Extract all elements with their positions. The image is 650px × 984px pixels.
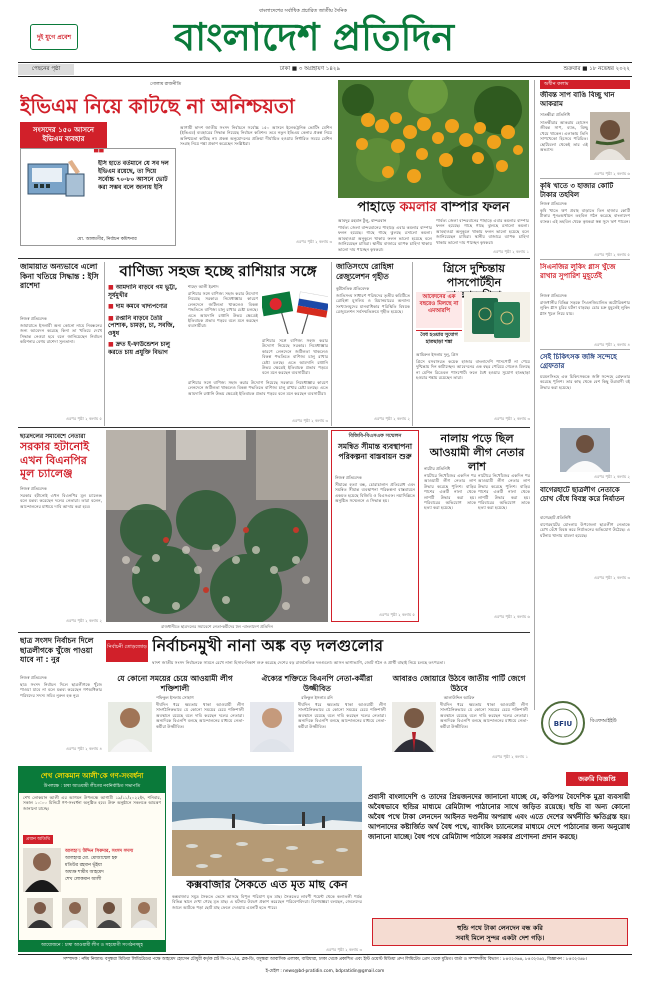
date-line: ঢাকা ■ ৩ অগ্রহায়ণ ১৪২৯ [279, 66, 341, 72]
bagerhat-byline: বাগেরহাট প্রতিনিধি [540, 515, 571, 520]
awami-body-2: নাটোরে নিখোঁজের একদিন পর আওয়ামী লীগ নেতার লাশ উদ্ধার করেছে পুলিশ। বাড়ির পাশের একটি নালা থেকে লাশটি উদ্ধার করা হয়। পরিবারের অভিযোগ তাকে হত্যা করা হয়েছে। [478, 473, 530, 511]
bnp-kicker: ছাত্রদলের সমাবেশে নেতারা [20, 433, 86, 440]
lead-subbox-text: সংসদের ১৫০ আসনে ইভিএম ব্যবহার [33, 126, 94, 143]
flags-image [262, 288, 328, 334]
lead-quote-author: মো. আলমগীর, নির্বাচন কমিশনার [77, 237, 137, 242]
election-headline: নির্বাচনমুখী নানা অঙ্ক বড় দলগুলোর [152, 636, 383, 655]
election-label-text: নির্বাচনী তোড়জোড় [107, 644, 147, 650]
lead-continued: এরপর পৃষ্ঠা ২ কলাম ৩ [295, 239, 332, 244]
election-sub2-title: ঐক্যের শক্তিতে বিএনপি নেতা-কর্মীরা উজ্জীবিত [261, 674, 373, 693]
greece-left-rule [412, 262, 413, 426]
lead-body: আগামী দ্বাদশ জাতীয় সংসদ নির্বাচনে সর্বোচ্চ ১৫০ আসনে ইলেকট্রনিক ভোটিং মেশিন (ইভিএম) ব্যবহারের সিদ্ধান্ত নিয়েছে নির্বাচন কমিশন। তবে নতুন ইভিএম কেনার প্রকল্প নিয়ে অনিশ্চয়তা কাটছে না। প্রকল্প অনুমোদনের প্রক্রিয়া দীর্ঘায়িত হওয়ায় নির্ধারিত সময়ে মেশিন সংগ্রহ নিয়ে শঙ্কা প্রকাশ করেছেন সংশ্লিষ্টরা। [180, 125, 332, 147]
ad-footer: আয়োজনে : চাষা আওয়ামী লীগ ও সহযোগী সংগঠনসমূহ [19, 940, 165, 951]
quote-mark: ❝ [92, 142, 105, 167]
russia-bullets [108, 284, 184, 356]
snake-eater-continued: এরপর পৃষ্ঠা ২ কলাম ৬ [593, 171, 630, 176]
ad-subtitle: উপলক্ষে : চাষা আওয়ামী লীগের নবনির্বাচিত সভাপতি [43, 784, 141, 789]
row3-rule [18, 427, 530, 428]
election-sub3-byline: আলাউদ্দিন আরিফ [443, 695, 475, 700]
election-intro: দ্বাদশ জাতীয় সংসদ নির্বাচনকে সামনে রেখে নানা হিসাব-নিকাশ শুরু করেছে দেশের বড় রাজনৈতিক দলগুলো। আসন ভাগাভাগি, জোট গঠন ও প্রার্থী বাছাই নিয়ে চলছে তৎপরতা। [152, 660, 445, 665]
jamaat-continued: এরপর পৃষ্ঠা ২ কলাম ৫ [65, 416, 102, 421]
election-sub2 [248, 674, 386, 702]
election-sub1-title: যে কোনো সময়ের চেয়ে আওয়ামী লীগ শক্তিশালী [117, 674, 233, 693]
orange-headline-post: বাম্পার ফলন [436, 200, 510, 215]
russia-left-rule [104, 262, 105, 426]
lead-quote-box [20, 148, 176, 246]
notice-footer [372, 918, 628, 946]
fish-body: কক্সবাজার সমুদ্র সৈকতে ভেসে আসছে বিপুল পরিমাণ মৃত মাছ। সৈকতের লাবণী পয়েন্ট থেকে কলাতলী পর্যন্ত বিভিন্ন স্থানে দেখা গেছে মৃত মাছ। এ ঘটনায় উদ্বেগ প্রকাশ করেছেন পরিবেশবিদরা। বিশেষজ্ঞরা বলছেন, জেলেদের জালে আটকে পড়া ছোট মাছ ফেলে দেওয়ায় এমনটি হতে পারে। [172, 894, 362, 910]
bgb-byline: নিজস্ব প্রতিবেদক [335, 475, 362, 480]
ad-header [19, 767, 165, 793]
bnp-byline: নিজস্ব প্রতিবেদক [20, 486, 47, 491]
right-column-tag-text: অধীন কলাম [544, 81, 569, 87]
russia-bullet-2-text: দাম কমবে খাদ্যপণ্যের [115, 303, 168, 310]
ad-guests-label: প্রধান অতিথি [23, 835, 53, 844]
election-sub1 [106, 674, 244, 702]
notice-footer-text: হুন্ডি পথে টাকা লেনদেন বন্ধ করি সবাই মিলে সুন্দর একটা দেশ গড়ি। [455, 924, 545, 942]
election-sub3 [390, 674, 528, 702]
doctor-continued: এরপর পৃষ্ঠা ২ কলাম ২ [593, 474, 630, 479]
ad-guest-3: মতিউর রহমান ভূঁইয়া [65, 863, 102, 868]
election-sub3-title: আবারও জোয়ারে উঠবে জাতীয় পার্টি জেগে উঠবে [392, 674, 526, 693]
orange-headline [338, 200, 529, 216]
russia-bullet-4-text: দ্রুত ই-ফাউন্ডেশন চালু করতে চায় প্রযুক্তি বিভাগ [108, 341, 170, 356]
bfiu-seal [540, 700, 586, 746]
jamaat-byline: নিজস্ব প্রতিবেদক [20, 316, 47, 321]
fish-headline: কক্সবাজার সৈকতে এত মৃত মাছ কেন [186, 878, 348, 891]
imprint-email: ই-মেইল : news@bd-pratidin.com, bdpratidin@gmail.com [265, 969, 385, 974]
snake-eater-byline: সাতক্ষীরা প্রতিনিধি [540, 112, 570, 117]
orange-byline: আবদুর রহমান টুলু, বান্দরবান [338, 218, 387, 223]
rally-photo [106, 430, 328, 622]
slogan-text: দুই যুগে প্রবেশ [36, 34, 72, 41]
greece-body: গ্রিসে বসবাসরত কয়েক হাজার বাংলাদেশি পাসপোর্ট না পেয়ে দুশ্চিন্তায় দিন কাটাচ্ছেন। আবেদনের এক বছর পেরিয়ে গেলেও মিলছে না মেশিন রিডেবল পাসপোর্ট। ফলে বৈধ হওয়ার সুযোগ হাতছাড়া হওয়ার শঙ্কায় রয়েছেন তারা। [416, 359, 530, 381]
rohingya-byline: কূটনৈতিক প্রতিবেদক [336, 286, 370, 291]
awami-continued: এরপর পৃষ্ঠা ২ কলাম ৬ [493, 614, 530, 619]
rohingya-body: জাতিসংঘ সাধারণ পরিষদের তৃতীয় কমিটিতে রোহিঙ্গা মুসলিম ও মিয়ানমারের অন্যান্য সংখ্যালঘুদের মানবাধিকার পরিস্থিতি বিষয়ক রেজ্যুলেশন সর্বসম্মতিক্রমে গৃহীত হয়েছে। [336, 293, 410, 315]
orange-headline-red: কমলার [399, 200, 437, 215]
masthead-rule [18, 62, 632, 63]
ad-guest-4: অধ্যক্ষ শামীম আহমেদ [65, 870, 104, 875]
lead-quote: ইসি হাতে বর্তমানে যে সব দল ইভিএম রয়েছে, তা দিয়ে সর্বোচ্চ ৭০-৮০ আসনে ভোট করা সম্ভব বলে জানায় ইসি [98, 160, 169, 191]
right-column-tag [540, 80, 630, 89]
row4-rule [18, 632, 530, 633]
agri-fund-title: কৃষি খাতে ৩ হাজার কোটি টাকার তহবিল [540, 182, 614, 199]
slogan-badge [30, 24, 78, 50]
dakshu-body: ছাত্র সংসদ নির্বাচন দিলে ছাত্রলীগকে খুঁজে পাওয়া যাবে না বলে মন্তব্য করেছেন গণঅধিকার পরিষদের সদস্য সচিব নুরুল হক নুর। [20, 682, 102, 698]
russia-bullet-3 [108, 315, 184, 338]
election-continued: এরপর পৃষ্ঠা ২ কলাম ১ [491, 754, 528, 759]
doctor-body: ময়মনসিংহে এক চিকিৎসককে জঙ্গি সন্দেহে গ্রেফতার করেছে পুলিশ। তার কাছ থেকে বেশ কিছু উগ্রবাদী বই উদ্ধার করা হয়েছে। [540, 374, 630, 390]
bgb-kicker: বিজিবি-বিএসএফ সম্মেলন [348, 433, 402, 439]
notice-badge [566, 772, 628, 786]
cng-title: সিএনজির লুকিং গ্লাস খুঁজে রাখার সুপারিশ মুহূর্তেই [540, 263, 616, 280]
ad-portrait [23, 848, 61, 892]
bullet-icon: ■ [108, 314, 116, 322]
greece-callout2-box [416, 330, 462, 350]
awami-byline: নাটোর প্রতিনিধি [424, 466, 451, 471]
ad-guest-2: আলহাজ্ব মো. মোজাম্মেল হক [65, 856, 118, 861]
snake-eater-body: সাতক্ষীরার আকরাম হোসেন জীবন্ত সাপ, ব্যাঙ, বিচ্ছু খেয়ে থাকেন। এলাকায় তিনি সাপখেকো হিসেবে পরিচিত। ছোটবেলা থেকেই তার এই অভ্যাস। [540, 120, 588, 153]
bgb-continued: এরপর পৃষ্ঠা ২ কলাম ৫ [378, 612, 415, 617]
weekday-line: শুক্রবার ■ ১৮ নভেম্বর ২০২২ [563, 66, 630, 72]
awami-headline: নালায় পড়ে ছিল আওয়ামী লীগ নেতার লাশ [429, 432, 525, 473]
cng-continued: এরপর পৃষ্ঠা ২ কলাম ৪ [593, 342, 630, 347]
bagerhat-body: বাগেরহাটের মোংলায় উপজেলা ছাত্রলীগ নেতাকে চোখ বেঁধে বিবস্ত্র করে নির্যাতনের অভিযোগ উঠেছে। এ ঘটনায় থানায় মামলা হয়েছে। [540, 522, 630, 538]
bullet-icon: ■ [108, 341, 116, 348]
rule-r3 [540, 349, 630, 350]
orange-headline-pre: পাহাড়ে [357, 200, 400, 215]
masthead-title: বাংলাদেশ প্রতিদিন [173, 14, 455, 59]
ad-small-portrait-1 [27, 898, 53, 928]
doctor-title: সেই চিকিৎসক জঙ্গি সন্দেহে গ্রেফতার [540, 353, 617, 370]
election-sub1-byline: শফিকুল ইসলাম সোহাগ [156, 695, 194, 700]
greece-continued: এরপর পৃষ্ঠা ২ কলাম ৩ [493, 416, 530, 421]
bgb-title: সমন্বিত সীমান্ত ব্যবস্থাপনা পরিকল্পনা বাস্তবায়ন শুরু [337, 442, 413, 461]
bnp-body: সরকার হটানোই এখন বিএনপির মূল চ্যালেঞ্জ বলে মন্তব্য করেছেন দলের নেতারা। তারা বলেন, আন্দোলনের মাধ্যমে দাবি আদায় করা হবে। [20, 493, 102, 509]
greece-callout-text: আবেদনের এক বছরেও মিলছে না এমআরপি [419, 294, 459, 314]
orange-photo [338, 80, 529, 198]
row2-rule [18, 258, 530, 259]
lead-headline: ইভিএম নিয়ে কাটছে না অনিশ্চয়তা [20, 94, 295, 118]
dakshu-byline: নিজস্ব প্রতিবেদক [20, 675, 47, 680]
doctor-photo [560, 428, 610, 472]
fish-continued: এরপর পৃষ্ঠা ২ কলাম ৩ [325, 947, 362, 952]
election-label [106, 640, 148, 662]
election-sub2-byline: রফিকুল ইসলাম রনি [301, 695, 333, 700]
portrait-awami [108, 702, 152, 752]
page-number: পেছনের পৃষ্ঠা [18, 64, 74, 75]
election-body-2: দীর্ঘদিন ধরে ক্ষমতায় থাকা আওয়ামী লীগ সাংগঠনিকভাবে যে কোনো সময়ের চেয়ে শক্তিশালী অবস্থানে রয়েছে বলে দাবি করছেন দলের নেতারা। অন্যদিকে বিএনপি বলছে আন্দোলনের মাধ্যমে নেতা-কর্মীরা উজ্জীবিত। [298, 702, 386, 729]
agri-fund-byline: নিজস্ব প্রতিবেদক [540, 201, 567, 206]
imprint: সম্পাদক : নঈম নিজাম। বসুন্ধরা মিডিয়া লিমিটেডের পক্ষে আহমেদ হোসেন চৌধুরী কর্তৃক প্লট সি-৩৭১/এ, ব্লক-ডি, বসুন্ধরা আবাসিক এলাকা, বারিধারা, ঢাকা থেকে প্রকাশিত এবং ইস্ট ওয়েস্ট মিডিয়া গ্রুপ লিমিটেড প্রেস থেকে মুদ্রিত। বার্তা ও সম্পাদকীয় বিভাগ : ৮৪৩২৩৬৪, ৮৪৩২৩৬২, বিজ্ঞাপন : ৮৪৩২৩৬৮। [63, 957, 587, 962]
imprint-rule [18, 954, 632, 955]
russia-bullet-1 [108, 284, 184, 299]
bullet-icon: ■ [108, 303, 116, 310]
orange-body-1: পার্বত্য জেলা বান্দরবানের পাহাড়ে এবার কমলার বাম্পার ফলন হয়েছে। গাছে গাছে ঝুলছে রসালো কমলা। আবহাওয়া অনুকূলে থাকায় ফলন ভালো হয়েছে বলে জানিয়েছেন চাষিরা। স্থানীয় বাজারে ব্যাপক চাহিদা থাকায় ভালো দাম পাচ্ছেন কৃষকরা। [338, 225, 432, 252]
greece-headline: গ্রিসে দুশ্চিন্তায় পাসপোর্টহীন [443, 262, 505, 289]
greece-callout2-text: বৈধ হওয়ার সুযোগ হাতছাড়া শঙ্কা [420, 332, 458, 345]
ad-small-portrait-3 [96, 898, 122, 928]
bfiu-org: বিএফআইইউ [590, 718, 617, 724]
notice-badge-text: জরুরি বিজ্ঞপ্তি [578, 775, 616, 783]
bagerhat-continued: এরপর পৃষ্ঠা ২ কলাম ৩ [593, 575, 630, 580]
russia-byline: শাহেদ আলী ইরশাদ [188, 284, 219, 289]
agri-fund-continued: এরপর পৃষ্ঠা ২ কলাম ৫ [593, 252, 630, 257]
awami-body-1: নাটোরে নিখোঁজের একদিন পর আওয়ামী লীগ নেতার লাশ উদ্ধার করেছে পুলিশ। বাড়ির পাশের একটি নালা থেকে লাশটি উদ্ধার করা হয়। পরিবারের অভিযোগ তাকে হত্যা করা হয়েছে। [424, 473, 476, 511]
jamaat-body: জামায়াতে ইসলামী অন্য কোনো নামে নিবন্ধনের জন্য আবেদন করেছে কিনা তা খতিয়ে দেখে সিদ্ধান্ত নেওয়া হবে বলে জানিয়েছেন নির্বাচন কমিশনার বেগম রাশেদা সুলতানা। [20, 323, 102, 345]
portrait-jp [392, 702, 436, 752]
russia-body-3: রাশিয়ার সঙ্গে বাণিজ্য সহজ করার উদ্যোগ নিয়েছে সরকার। নিষেধাজ্ঞার কারণে লেনদেনে জটিলতা থাকলেও বিকল্প পদ্ধতিতে বাণিজ্য চালু রাখার চেষ্টা চলছে। এতে আমদানি রপ্তানি উভয় ক্ষেত্রেই ইতিবাচক প্রভাব পড়বে বলে মনে করছেন ব্যবসায়ীরা। [188, 380, 328, 396]
agri-fund-body: কৃষি খাতে ঋণ প্রবাহ বাড়াতে তিন হাজার কোটি টাকার পুনঃঅর্থায়ন তহবিল গঠন করেছে বাংলাদেশ ব্যাংক। এই তহবিল থেকে কৃষকরা স্বল্প সুদে ঋণ পাবেন। [540, 208, 630, 224]
greece-callout [416, 292, 462, 328]
date-rule [18, 76, 632, 77]
beach-photo-art [172, 766, 362, 876]
ad-guest-1: আলহাজ্ব উদ্দিন সিকদার, সংসদ সদস্য [65, 849, 134, 854]
dakshu-title: ছাত্র সংসদ নির্বাচন দিলে ছাত্রলীগকে খুঁজে পাওয়া যাবে না : নুর [20, 636, 94, 664]
bnp-headline: সরকার হটানোই এখন বিএনপির মূল চ্যালেঞ্জ [20, 440, 89, 480]
bnp-continued: এরপর পৃষ্ঠা ২ কলাম ২ [65, 618, 102, 623]
ad-guest-5: শেখ লোকমান আলী [65, 877, 102, 882]
rally-caption: রাজধানীতে ছাত্রদলের সমাবেশে নেতা-কর্মীদের ঢল -বাংলাদেশ প্রতিদিন [161, 624, 273, 629]
ad-body: শেখ লোকমান আলী এর আগমন উপলক্ষে আগামী ১৯/১১/২০২২ইং, শনিবার, সকাল ১০:০০ মিনিটে গণ-সংবর্ধনা অনুষ্ঠিত হবে। উক্ত অনুষ্ঠানে সকলকে আমন্ত্রণ জানানো যাচ্ছে। [23, 795, 161, 811]
orange-photo-art [338, 80, 529, 198]
svg-text:BFIU: BFIU [553, 720, 573, 728]
orange-body-2: পার্বত্য জেলা বান্দরবানের পাহাড়ে এবার কমলার বাম্পার ফলন হয়েছে। গাছে গাছে ঝুলছে রসালো কমলা। আবহাওয়া অনুকূলে থাকায় ফলন ভালো হয়েছে বলে জানিয়েছেন চাষিরা। স্থানীয় বাজারে ব্যাপক চাহিদা থাকায় ভালো দাম পাচ্ছেন কৃষকরা। [436, 218, 529, 245]
russia-bullet-2 [108, 303, 184, 311]
rule-r1 [540, 178, 630, 179]
dakshu-continued: এরপর পৃষ্ঠা ২ কলাম ৪ [65, 746, 102, 751]
ad-small-portrait-4 [131, 898, 157, 928]
ad-portrait-strip [19, 894, 165, 932]
russia-body-1: রাশিয়ার সঙ্গে বাণিজ্য সহজ করার উদ্যোগ নিয়েছে সরকার। নিষেধাজ্ঞার কারণে লেনদেনে জটিলতা থাকলেও বিকল্প পদ্ধতিতে বাণিজ্য চালু রাখার চেষ্টা চলছে। এতে আমদানি রপ্তানি উভয় ক্ষেত্রেই ইতিবাচক প্রভাব পড়বে বলে মনে করছেন ব্যবসায়ীরা। [188, 291, 258, 329]
greece-byline: আমিরুল ইসলাম দুলু, গ্রিস [416, 352, 459, 357]
snake-eater-photo [590, 112, 630, 160]
lead-byline: গোলাম রাজনীতি [150, 82, 182, 87]
cng-byline: নিজস্ব প্রতিবেদক [540, 293, 567, 298]
snake-eater-title: জীবন্ত সাপ বাঙি বিচ্ছু খান আকরাম [540, 91, 615, 108]
rally-photo-art [106, 430, 328, 622]
beach-photo [172, 766, 362, 876]
sangbardhana-ad [18, 766, 166, 952]
rohingya-title: জাতিসংঘে রোহিঙ্গা রেজ্যুলেশন গৃহীত [336, 262, 394, 281]
election-body-1: দীর্ঘদিন ধরে ক্ষমতায় থাকা আওয়ামী লীগ সাংগঠনিকভাবে যে কোনো সময়ের চেয়ে শক্তিশালী অবস্থানে রয়েছে বলে দাবি করছেন দলের নেতারা। অন্যদিকে বিএনপি বলছে আন্দোলনের মাধ্যমে নেতা-কর্মীরা উজ্জীবিত। [156, 702, 244, 729]
portrait-bnp [250, 702, 294, 752]
russia-body-2: রাশিয়ার সঙ্গে বাণিজ্য সহজ করার উদ্যোগ নিয়েছে সরকার। নিষেধাজ্ঞার কারণে লেনদেনে জটিলতা থাকলেও বিকল্প পদ্ধতিতে বাণিজ্য চালু রাখার চেষ্টা চলছে। এতে আমদানি রপ্তানি উভয় ক্ষেত্রেই ইতিবাচক প্রভাব পড়বে বলে মনে করছেন ব্যবসায়ীরা। [262, 338, 328, 376]
ad-guest-list [65, 848, 161, 892]
ad-portrait-row [19, 846, 165, 894]
passport-image [464, 292, 530, 342]
notice-body: প্রবাসী বাংলাদেশি ও তাদের প্রিয়জনদের জানানো যাচ্ছে যে, কতিপয় বৈদেশিক মুদ্রা ব্যবসায়ী অবৈধভাবে হুন্ডির মাধ্যমে রেমিট্যান্স পাঠানোর সাথে জড়িত রয়েছে। হুন্ডি বা অন্য কোনো অবৈধ পথে টাকা লেনদেন আইনত দণ্ডনীয় অপরাধ এবং এতে দেশের অর্থনীতি ক্ষতিগ্রস্ত হয়। আপনাদের কষ্টার্জিত অর্থ বৈধ পথে, ব্যাংকিং চ্যানেলের মাধ্যমে দেশে পাঠানোর জন্য অনুরোধ জানানো যাচ্ছে। বৈধ পথে রেমিট্যান্স পাঠালে সরকার প্রণোদনা প্রদান করছে। [368, 793, 630, 841]
rohingya-left-rule [331, 262, 332, 426]
russia-headline: বাণিজ্য সহজ হচ্ছে রাশিয়ার সঙ্গে [119, 262, 317, 280]
masthead-tagline: বাংলাদেশের সর্বাধিক প্রচারিত জাতীয় দৈনিক [259, 8, 347, 14]
masthead [18, 8, 632, 60]
right-column-rule [534, 80, 535, 710]
russia-bullet-1-text: আমদানি বাড়বে গম ভুট্টা, সূর্যমুখীর [108, 284, 178, 299]
ad-small-portrait-2 [62, 898, 88, 928]
russia-continued: এরপর পৃষ্ঠা ২ কলাম ৩ [291, 418, 328, 423]
bagerhat-title: বাগেরহাটে ছাত্রলীগ নেতাকে চোখ বেঁধে বিবস্ত্র করে নির্যাতন [540, 486, 625, 503]
rule-r4 [540, 482, 630, 483]
bullet-icon: ■ [108, 284, 116, 291]
jamaat-title: জামায়াত অন্যভাবে এলো কিনা খতিয়ে সিদ্ধান্ত : ইসি রাশেদা [20, 262, 99, 290]
rohingya-continued: এরপর পৃষ্ঠা ২ কলাম ২ [373, 416, 410, 421]
russia-bullet-3-text: রপ্তানি বাড়বে তৈরি পোশাক, চামড়া, চা, সবজি, ওষুধ [108, 314, 175, 337]
russia-bullet-4 [108, 341, 184, 356]
ad-title: শেখ লোকমান আলী'কে গণ-সংবর্ধনা [40, 772, 144, 780]
bgb-body: সীমান্তে হত্যা বন্ধ, চোরাচালান প্রতিরোধ এবং সমন্বিত সীমান্ত ব্যবস্থাপনা পরিকল্পনা বাস্তবায়নে একমত হয়েছে বিজিবি ও বিএসএফ। নয়াদিল্লিতে অনুষ্ঠিত সম্মেলনে এ সিদ্ধান্ত হয়। [335, 482, 415, 504]
election-body-3: দীর্ঘদিন ধরে ক্ষমতায় থাকা আওয়ামী লীগ সাংগঠনিকভাবে যে কোনো সময়ের চেয়ে শক্তিশালী অবস্থানে রয়েছে বলে দাবি করছেন দলের নেতারা। অন্যদিকে বিএনপি বলছে আন্দোলনের মাধ্যমে নেতা-কর্মীরা উজ্জীবিত। [440, 702, 528, 729]
rule-r2 [540, 259, 630, 260]
cng-body: রাজধানীর বিভিন্ন সড়কে সিএনজিচালিত অটোরিকশার লুকিং গ্লাস চুরির ঘটনা বাড়ছে। চোর চক্র মুহূর্তেই লুকিং গ্লাস খুলে নিয়ে যায়। [540, 300, 630, 316]
orange-continued: এরপর পৃষ্ঠা ২ কলাম ১ [492, 249, 529, 254]
